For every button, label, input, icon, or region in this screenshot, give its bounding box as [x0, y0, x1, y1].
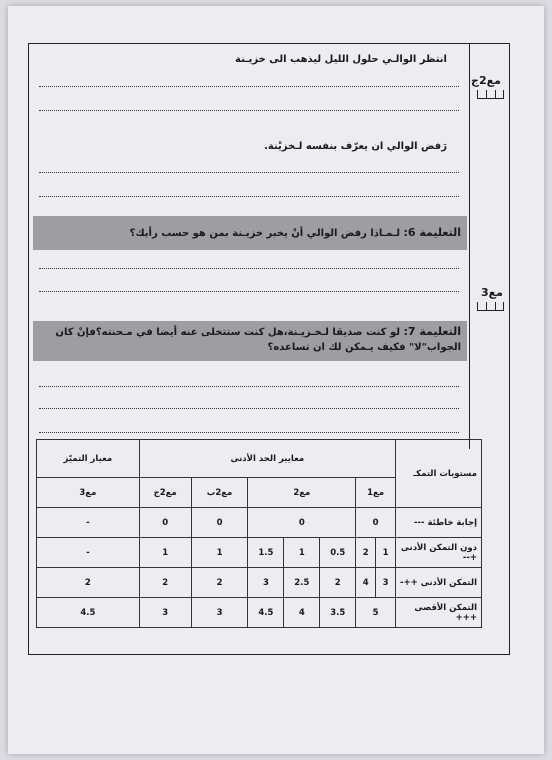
- answer-line: [39, 172, 459, 173]
- header-criteria: معايير الحد الأدنى: [139, 440, 395, 478]
- score-cell: 2.5: [284, 568, 320, 598]
- level-cell: التمكن الأدنى ++-: [396, 568, 482, 598]
- score-cell: 4.5: [37, 598, 140, 628]
- score-cell: 3.5: [320, 598, 356, 628]
- score-cell: 5: [356, 598, 396, 628]
- score-cell: 2: [356, 538, 376, 568]
- sub-header: مع2ب: [191, 478, 248, 508]
- score-cell: 2: [139, 568, 191, 598]
- level-cell: التمكن الأقصى +++: [396, 598, 482, 628]
- answer-line: [39, 196, 459, 197]
- score-cell: 4.5: [248, 598, 284, 628]
- score-cell: 2: [37, 568, 140, 598]
- score-cell: 0: [139, 508, 191, 538]
- grading-table: [36, 439, 482, 628]
- score-cell: 3: [376, 568, 396, 598]
- level-cell: إجابة خاطئة ---: [396, 508, 482, 538]
- answer-line: [39, 110, 459, 111]
- instruction-6-text: لـمـاذا رفض الوالي أنْ يخبر خزيـنة بمن هو حسب رأيك؟: [129, 228, 400, 239]
- answer-line: [39, 86, 459, 87]
- score-cell: 1: [191, 538, 248, 568]
- instruction-7-line-2: الجواب"لا" فكيف يـمكن لك ان تساعده؟: [267, 342, 461, 353]
- instruction-7: [33, 321, 467, 361]
- worksheet-page: [8, 6, 544, 754]
- score-cell: -: [37, 538, 140, 568]
- text-line-1: انتظر الوالـي حلول الليل ليذهب الى خزيـنة: [235, 54, 447, 65]
- score-cell: 1: [376, 538, 396, 568]
- sub-header: مع3: [37, 478, 140, 508]
- header-excellence: معيار التميّز: [37, 440, 140, 478]
- answer-line: [39, 291, 459, 292]
- instruction-6: [33, 216, 467, 250]
- instruction-7-label: التعليمة 7:: [403, 325, 461, 338]
- instruction-6-label: التعليمة 6:: [403, 226, 461, 239]
- score-cell: 0: [356, 508, 396, 538]
- criterion-label-s2: مع3: [481, 286, 503, 299]
- score-cell: 2: [320, 568, 356, 598]
- score-cell: 4: [284, 598, 320, 628]
- score-cell: 3: [248, 568, 284, 598]
- answer-line: [39, 432, 459, 433]
- margin-divider: [469, 44, 470, 449]
- score-cell: 0.5: [320, 538, 356, 568]
- score-cell: 0: [248, 508, 356, 538]
- text-line-2: رَفض الوالي ان يعرّف بنفسه لـخزيْنة.: [264, 141, 447, 152]
- score-boxes-s1: [477, 90, 504, 99]
- score-cell: 0: [191, 508, 248, 538]
- score-cell: 1.5: [248, 538, 284, 568]
- score-cell: 3: [139, 598, 191, 628]
- score-cell: 3: [191, 598, 248, 628]
- score-boxes-s2: [477, 302, 504, 311]
- answer-line: [39, 408, 459, 409]
- sub-header: مع1: [356, 478, 396, 508]
- score-cell: 2: [191, 568, 248, 598]
- answer-line: [39, 386, 459, 387]
- sub-header: مع2: [248, 478, 356, 508]
- level-cell: دون التمكن الأدنى +--: [396, 538, 482, 568]
- score-cell: -: [37, 508, 140, 538]
- criterion-label-s1: مع2ج: [471, 74, 501, 87]
- score-cell: 4: [356, 568, 376, 598]
- score-cell: 1: [139, 538, 191, 568]
- answer-line: [39, 268, 459, 269]
- instruction-7-line-1: لو كنت صديقا لـخـزيـنة،هل كنت ستتخلى عنه أيضا في مـحنته؟فإنْ كان: [55, 327, 400, 338]
- sub-header: مع2ج: [139, 478, 191, 508]
- score-cell: 1: [284, 538, 320, 568]
- header-levels: مستويات التمكـ: [396, 440, 482, 508]
